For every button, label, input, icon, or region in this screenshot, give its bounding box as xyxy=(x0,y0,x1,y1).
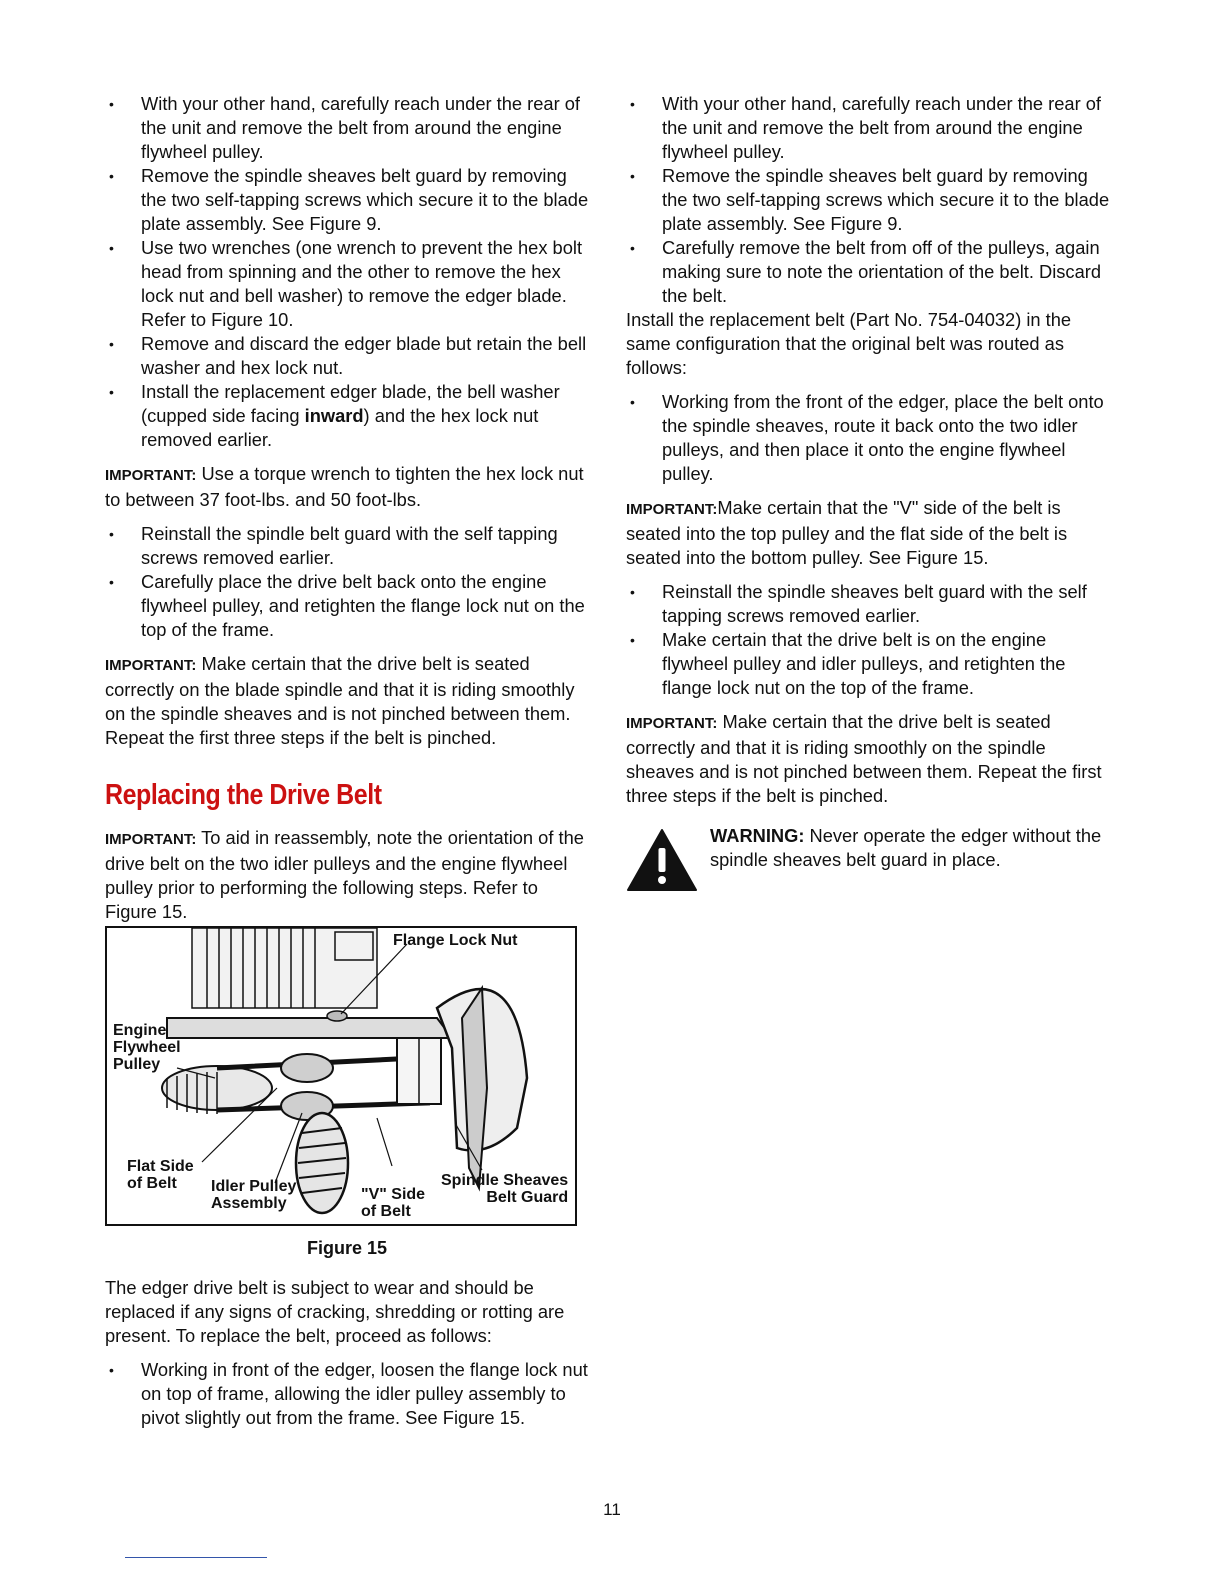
section-title: Replacing the Drive Belt xyxy=(105,779,382,811)
left-column xyxy=(105,92,589,1430)
label-flange-lock-nut: Flange Lock Nut xyxy=(393,932,518,949)
bullet-list-reinstall-guard xyxy=(626,580,1110,700)
warning-text: WARNING: Never operate the edger without the spindle sheaves belt guard in place. xyxy=(710,825,1102,870)
bullet-list-route-belt xyxy=(626,390,1110,486)
list-item: • Carefully place the drive belt back onto the engine flywheel pulley, and retighten the flange lock nut on the top of the frame. xyxy=(105,570,589,642)
paragraph-install-replacement: Install the replacement belt (Part No. 754-04032) in the same configuration that the original belt was routed as follows: xyxy=(626,309,1072,378)
important-note-v-side: IMPORTANT:Make certain that the "V" side of the belt is seated into the top pulley and the flat side of the belt is seated into the bottom pulley. See Figure 15. xyxy=(626,497,1068,568)
list-item: • Carefully remove the belt from off of the pulleys, again making sure to note the orientation of the belt. Discard the belt. xyxy=(626,236,1110,308)
label-flat-side-of-belt: Flat Side of Belt xyxy=(127,1158,194,1192)
warning-triangle-icon xyxy=(626,828,698,892)
list-item: • Reinstall the spindle belt guard with the self tapping screws removed earlier. xyxy=(105,522,589,570)
label-spindle-sheaves-belt-guard: Spindle Sheaves Belt Guard xyxy=(441,1172,569,1206)
list-item: • With your other hand, carefully reach under the rear of the unit and remove the belt from around the engine flywheel pulley. xyxy=(626,92,1110,164)
figure-15-illustration xyxy=(105,926,577,1226)
list-item: • Remove and discard the edger blade but retain the bell washer and hex lock nut. xyxy=(105,332,589,380)
label-v-side-of-belt: "V" Side of Belt xyxy=(361,1186,426,1220)
list-item-install-blade: • Install the replacement edger blade, the bell washer (cupped side facing inward) and the hex lock nut removed earlier. xyxy=(105,380,589,452)
list-item: • Remove the spindle sheaves belt guard by removing the two self-tapping screws which secure it to the blade plate assembly. See Figure 9. xyxy=(105,164,589,236)
list-item: • Remove the spindle sheaves belt guard by removing the two self-tapping screws which secure it to the blade plate assembly. See Figure 9. xyxy=(626,164,1110,236)
footer-divider xyxy=(125,1557,267,1558)
paragraph-belt-wear: The edger drive belt is subject to wear and should be replaced if any signs of cracking, shredding or rotting are present. To replace the belt, proceed as follows: xyxy=(105,1277,565,1346)
label-idler-pulley-assembly: Idler Pulley Assembly xyxy=(211,1178,297,1212)
emphasis-inward: inward xyxy=(304,405,364,426)
important-note-reassembly: IMPORTANT: To aid in reassembly, note the orientation of the drive belt on the two idler pulleys and the engine flywheel pulley prior to performing the following steps. Refer to Figure 15. xyxy=(105,827,584,922)
list-item: • Reinstall the spindle sheaves belt guard with the self tapping screws removed earlier. xyxy=(626,580,1110,628)
bullet-list-loosen xyxy=(105,1358,589,1430)
important-note-riding-smoothly: IMPORTANT: Make certain that the drive belt is seated correctly and that it is riding smoothly on the spindle sheaves and is not pinched between them. Repeat the first three steps if the belt is pinched. xyxy=(626,711,1102,806)
important-note-torque: IMPORTANT: Use a torque wrench to tighten the hex lock nut to between 37 foot-lbs. and 50 foot-lbs. xyxy=(105,463,584,510)
list-item: • Working in front of the edger, loosen the flange lock nut on top of frame, allowing the idler pulley assembly to pivot slightly out from the frame. See Figure 15. xyxy=(105,1358,589,1430)
label-engine-flywheel-pulley: Engine Flywheel Pulley xyxy=(113,1022,181,1073)
right-column xyxy=(626,92,1110,872)
bullet-list-belt-removal xyxy=(626,92,1110,308)
list-item: • Use two wrenches (one wrench to prevent the hex bolt head from spinning and the other to remove the hex lock nut and bell washer) to remove the edger blade. Refer to Figure 10. xyxy=(105,236,589,332)
bullet-list-reinstall xyxy=(105,522,589,642)
page-number: 11 xyxy=(603,1500,621,1519)
bullet-list-blade-removal xyxy=(105,92,589,452)
figure-caption: Figure 15 xyxy=(306,1238,388,1258)
important-note-belt-seated: IMPORTANT: Make certain that the drive belt is seated correctly on the blade spindle and that it is riding smoothly on the spindle sheaves and is not pinched between them. Repeat the first three steps if the belt is pinched. xyxy=(105,653,575,748)
list-item: • With your other hand, carefully reach under the rear of the unit and remove the belt from around the engine flywheel pulley. xyxy=(105,92,589,164)
list-item: • Make certain that the drive belt is on the engine flywheel pulley and idler pulleys, and retighten the flange lock nut on the top of the frame. xyxy=(626,628,1110,700)
list-item: • Working from the front of the edger, place the belt onto the spindle sheaves, route it back onto the two idler pulleys, and then place it onto the engine flywheel pulley. xyxy=(626,390,1110,486)
warning-callout xyxy=(626,824,1110,872)
